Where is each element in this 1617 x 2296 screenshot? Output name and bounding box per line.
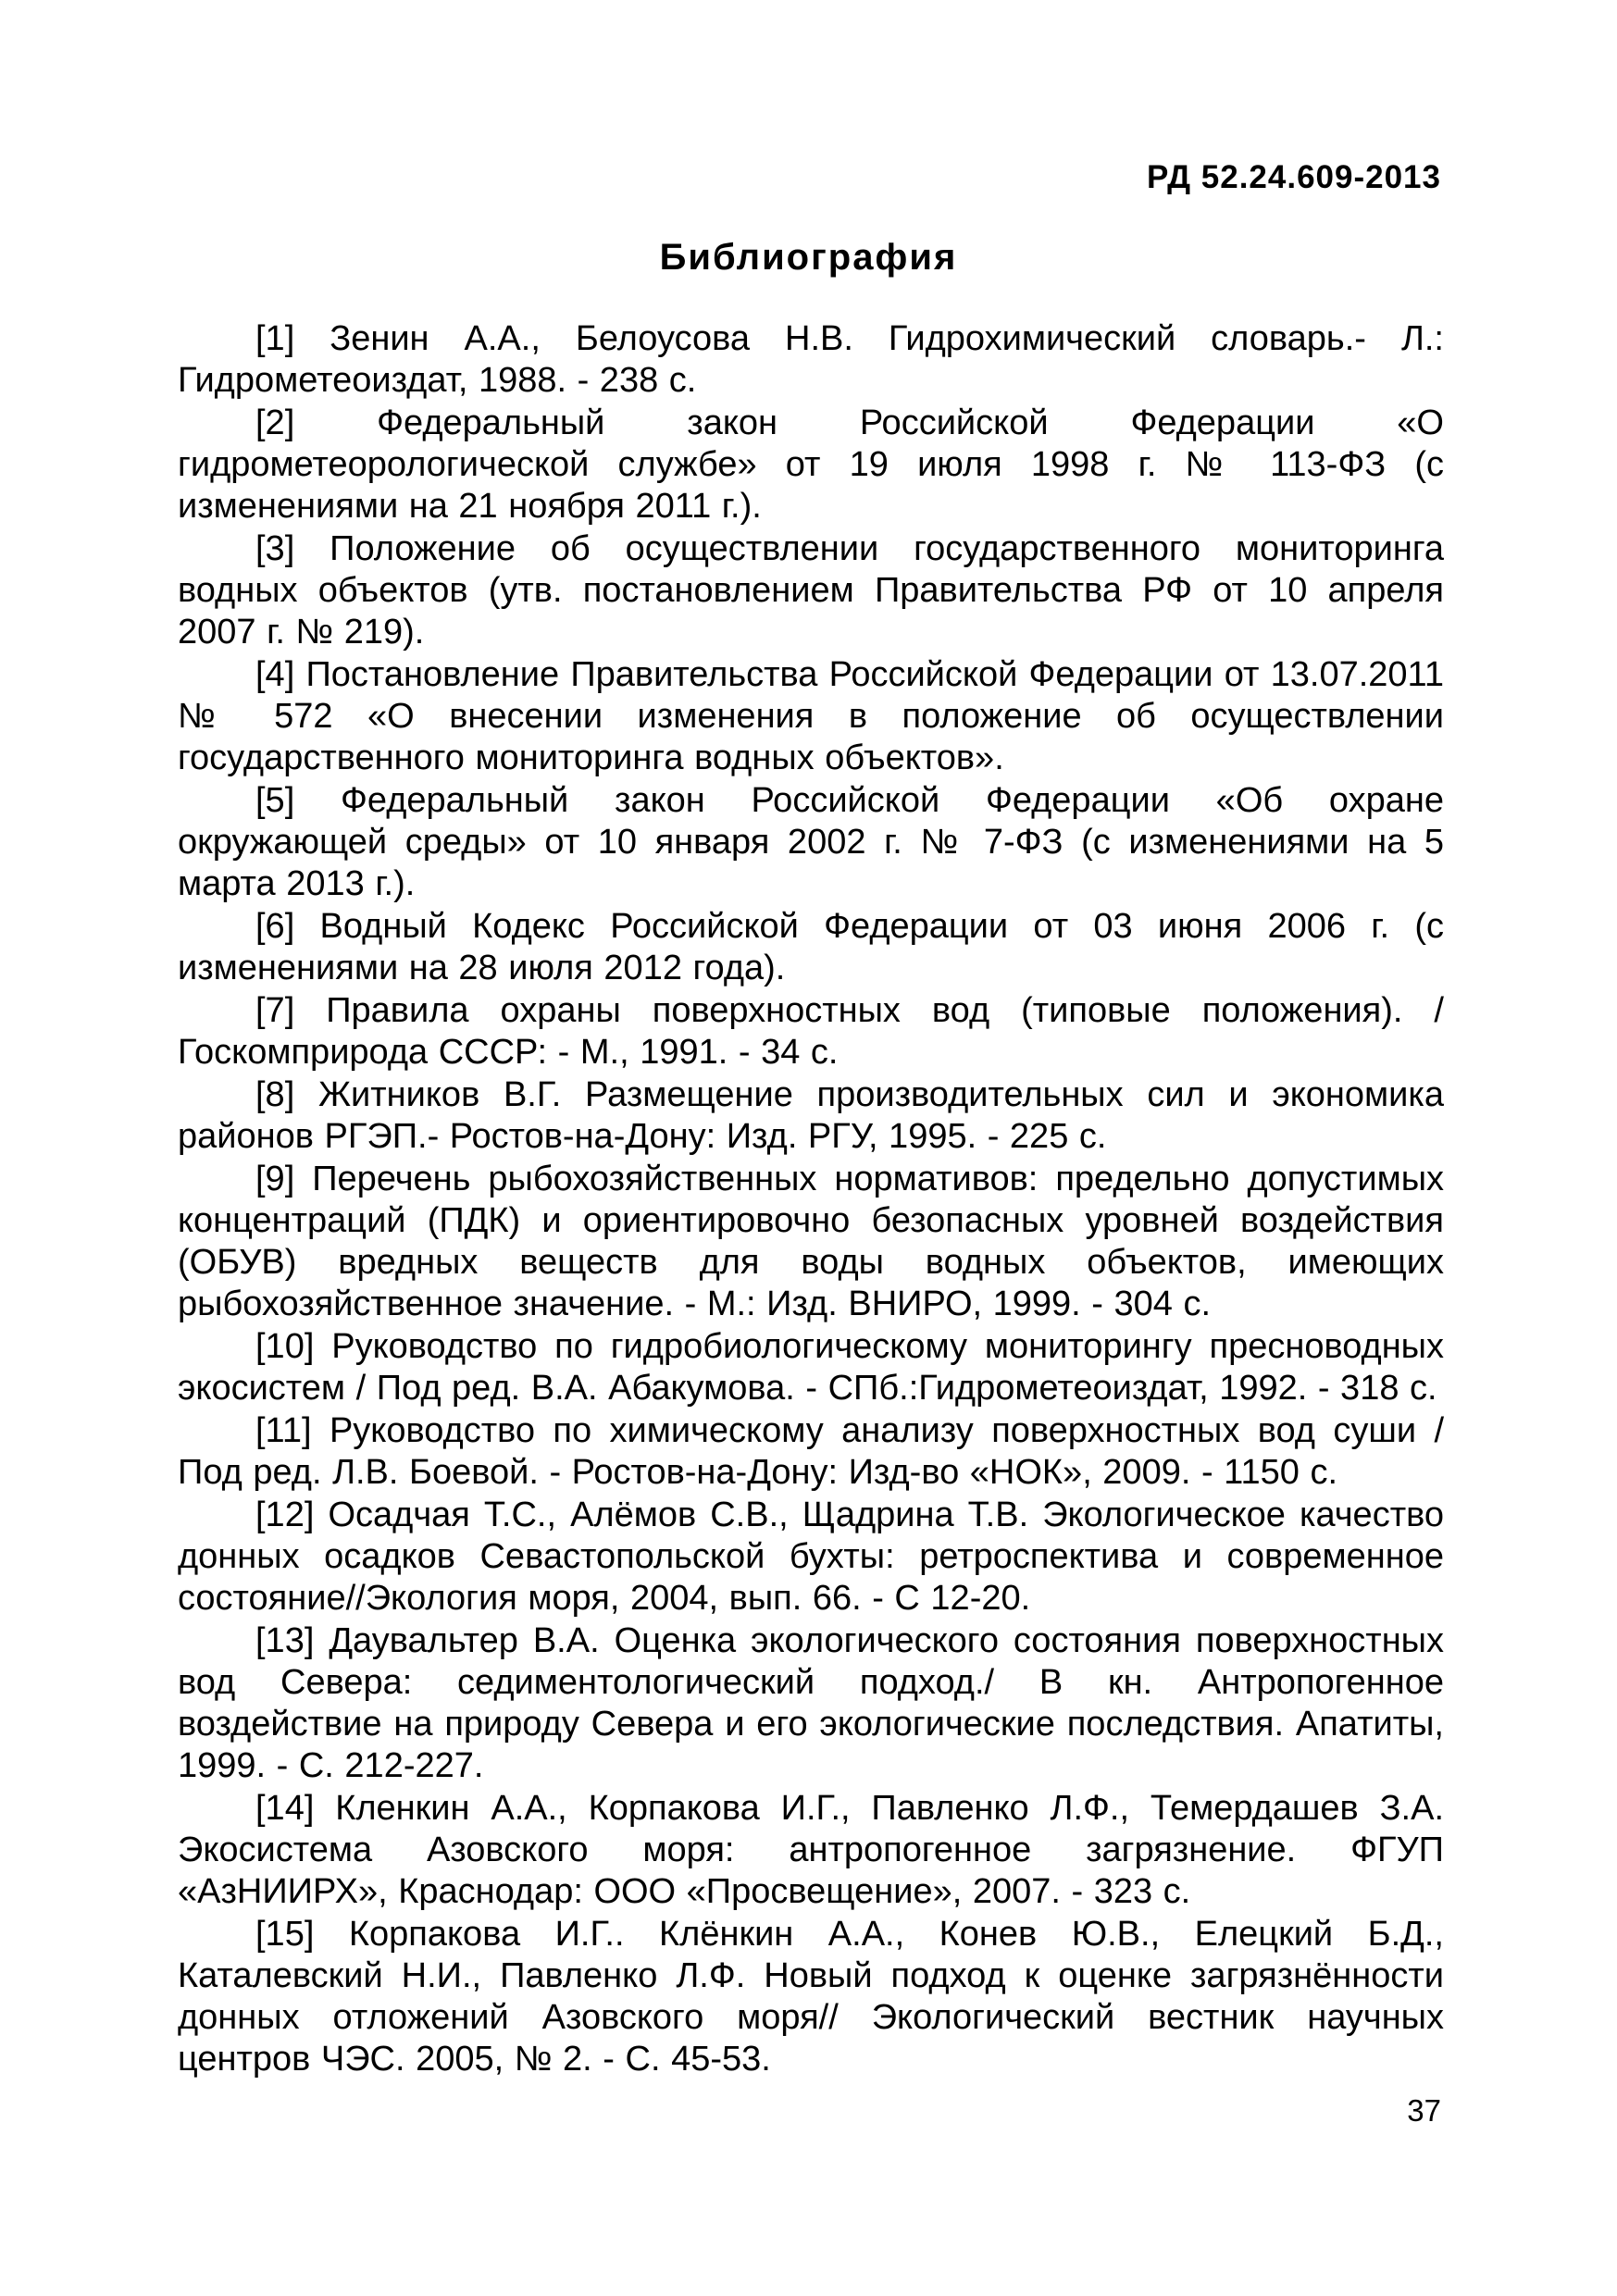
bibliography-entry-14: [14] Кленкин А.А., Корпакова И.Г., Павленко Л.Ф., Темердашев З.А. Экосистема Азовского моря: антропогенное загрязнение. ФГУП «АзНИИРХ», Краснодар: ООО «Просвещение», 2007. - 323 с. bbox=[178, 1789, 1444, 1911]
bibliography-entry-1: [1] Зенин А.А., Белоусова Н.В. Гидрохимический словарь.- Л.: Гидрометеоиздат, 1988. - 238 с. bbox=[178, 319, 1444, 400]
page-title: Библиография bbox=[659, 237, 958, 278]
bibliography-list bbox=[178, 318, 1444, 2081]
bibliography-entry-10: [10] Руководство по гидробиологическому мониторингу пресноводных экосистем / Под ред. В.А. Абакумова. - СПб.:Гидрометеоиздат, 1992. - 318 с. bbox=[178, 1327, 1444, 1408]
bibliography-entry-5: [5] Федеральный закон Российской Федерации «Об охране окружающей среды» от 10 января 2002 г. № 7-ФЗ (с изменениями на 5 марта 2013 г.). bbox=[178, 781, 1444, 903]
bibliography-entry-12: [12] Осадчая Т.С., Алёмов С.В., Щадрина Т.В. Экологическое качество донных осадков Севастопольской бухты: ретроспектива и современное состояние//Экология моря, 2004, вып. 66. - С 12-20. bbox=[178, 1496, 1444, 1618]
bibliography-entry-4: [4] Постановление Правительства Российской Федерации от 13.07.2011 № 572 «О внесении изменения в положение об осуществлении государственного мониторинга водных объектов». bbox=[178, 655, 1444, 777]
bibliography-entry-15: [15] Корпакова И.Г.. Клёнкин А.А., Конев Ю.В., Елецкий Б.Д., Каталевский Н.И., Павленко Л.Ф. Новый подход к оценке загрязнённости донных отложений Азовского моря// Экологический вестник научных центров ЧЭС. 2005, № 2. - С. 45-53. bbox=[178, 1915, 1444, 2079]
bibliography-entry-7: [7] Правила охраны поверхностных вод (типовые положения). / Госкомприрода СССР: - М., 1991. - 34 с. bbox=[178, 991, 1444, 1072]
bibliography-entry-3: [3] Положение об осуществлении государственного мониторинга водных объектов (утв. постановлением Правительства РФ от 10 апреля 2007 г. № 219). bbox=[178, 529, 1444, 652]
bibliography-entry-8: [8] Житников В.Г. Размещение производительных сил и экономика районов РГЭП.- Ростов-на-Дону: Изд. РГУ, 1995. - 225 с. bbox=[178, 1075, 1444, 1156]
bibliography-entry-9: [9] Перечень рыбохозяйственных нормативов: предельно допустимых концентраций (ПДК) и ориентировочно безопасных уровней воздействия (ОБУВ) вредных веществ для воды водных объектов, имеющих рыбохозяйственное значение. - М.: Изд. ВНИРО, 1999. - 304 с. bbox=[178, 1160, 1444, 1323]
page-number: 37 bbox=[1407, 2093, 1441, 2128]
bibliography-entry-11: [11] Руководство по химическому анализу поверхностных вод суши / Под ред. Л.В. Боевой. - Ростов-на-Дону: Изд-во «НОК», 2009. - 1150 с. bbox=[178, 1411, 1444, 1492]
bibliography-entry-6: [6] Водный Кодекс Российской Федерации от 03 июня 2006 г. (с изменениями на 28 июля 2012 года). bbox=[178, 907, 1444, 987]
bibliography-entry-13: [13] Даувальтер В.А. Оценка экологического состояния поверхностных вод Севера: седиментологический подход./ В кн. Антропогенное воздействие на природу Севера и его экологические последствия. Апатиты, 1999. - С. 212-227. bbox=[178, 1621, 1444, 1785]
bibliography-entry-2: [2] Федеральный закон Российской Федерации «О гидрометеорологической службе» от 19 июля 1998 г. № 113-ФЗ (с изменениями на 21 ноября 2011 г.). bbox=[178, 403, 1444, 526]
document-code: РД 52.24.609-2013 bbox=[1146, 159, 1441, 195]
